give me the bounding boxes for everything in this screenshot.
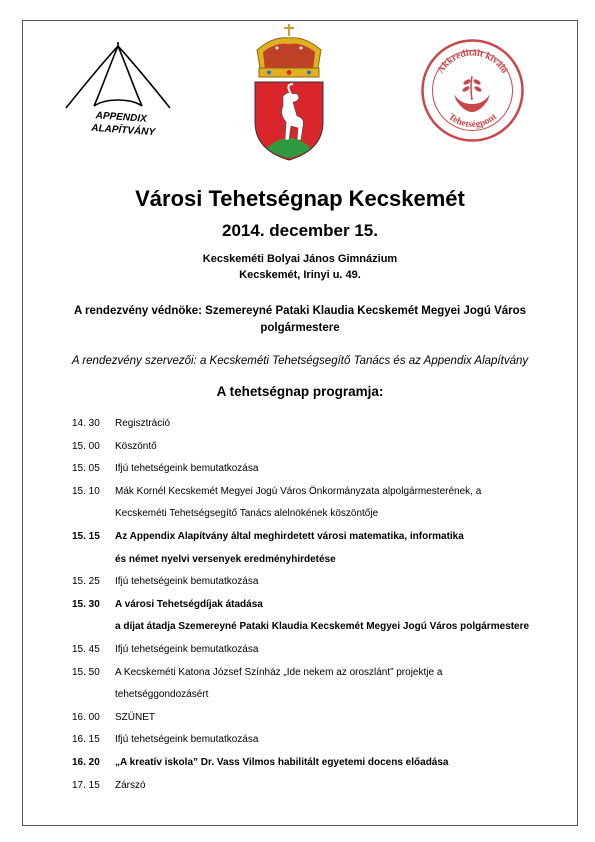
seal-top-text: Akkreditált kiváló [436, 48, 509, 76]
program-item [70, 458, 570, 481]
program-item-time: 17. 15 [72, 779, 100, 791]
program-item [70, 752, 570, 775]
svg-text:Tehetségpont [446, 112, 499, 130]
program-item [70, 549, 570, 572]
program-item-time: 15. 50 [72, 666, 100, 678]
crown-icon [257, 24, 321, 77]
venue-name: Kecskeméti Bolyai János Gimnázium [202, 253, 398, 265]
program-item [70, 775, 570, 798]
program-item-text: Ifjú tehetségeink bemutatkozása [115, 576, 259, 588]
venue-address: Kecskemét, Irinyi u. 49. [239, 269, 361, 281]
program-item-text: „A kreatív iskola” Dr. Vass Vilmos habilitált egyetemi docens előadása [115, 756, 449, 768]
program-item [70, 639, 570, 662]
program-item [70, 503, 570, 526]
program-item-text: és német nyelvi versenyek eredményhirdetése [115, 553, 336, 565]
program-item-text: Zárszó [115, 779, 146, 791]
program-item-time: 16. 15 [72, 734, 100, 746]
tehetsegpont-seal [420, 38, 525, 143]
program-item-time: 15. 45 [72, 643, 100, 655]
hands-plant-icon [454, 76, 490, 112]
program-item [70, 662, 570, 685]
program-item-text: A városi Tehetségdíjak átadása [115, 598, 263, 610]
appendix-foundation-logo [58, 38, 178, 138]
program-item-text: a díjat átadja Szemereyné Pataki Klaudia Kecskemét Megyei Jogú Város polgármestere [115, 621, 530, 633]
program-item-time: 15. 15 [72, 530, 100, 542]
program-item-time: 14. 30 [72, 418, 100, 429]
program-item-text: Ifjú tehetségeink bemutatkozása [115, 463, 259, 475]
event-patron [22, 303, 578, 337]
event-title: Városi Tehetségnap Kecskemét [135, 186, 465, 211]
svg-text:Akkreditált kiváló [436, 48, 509, 75]
seal-bottom-text: Tehetségpont [446, 112, 499, 130]
program-item-text: tehetséggondozásért [115, 689, 209, 701]
event-venue [22, 251, 578, 283]
program-item [70, 594, 570, 617]
program-item-text: Köszöntő [115, 440, 157, 452]
event-date: 2014. december 15. [222, 221, 378, 240]
program-item-time: 15. 10 [72, 485, 100, 497]
program-item [70, 729, 570, 752]
appendix-logo-line2: ALAPÍTVÁNY [90, 122, 156, 138]
program-item [70, 413, 570, 436]
program-item-text: Az Appendix Alapítvány által meghirdetett városi matematika, informatika [115, 530, 464, 542]
program-item-text: SZÜNET [115, 711, 155, 723]
program-item [70, 526, 570, 549]
program-item-text: Kecskeméti Tehetségsegítő Tanács alelnökének köszöntője [115, 508, 379, 520]
program-item-time: 15. 05 [72, 463, 100, 475]
event-organizers: A rendezvény szervezői: a Kecskeméti Tehetségsegítő Tanács és az Appendix Alapítvány [71, 355, 529, 367]
program-item-text: A Kecskeméti Katona József Színház „Ide nekem az oroszlánt” projektje a [115, 666, 443, 678]
program-item [70, 481, 570, 504]
patron-line-2: polgármestere [260, 322, 340, 334]
program-heading: A tehetségnap programja: [216, 384, 384, 399]
kecskemet-coat-of-arms [243, 22, 335, 162]
program-item-time: 15. 30 [72, 598, 100, 610]
program-item [70, 571, 570, 594]
program-item-text: Regisztráció [115, 418, 171, 429]
program-item [70, 616, 570, 639]
appendix-logo-line1: APPENDIX [95, 110, 148, 125]
program-item [70, 684, 570, 707]
program-item [70, 436, 570, 459]
program-item-time: 15. 25 [72, 576, 100, 588]
program-list [70, 413, 570, 797]
patron-line-1: A rendezvény védnöke: Szemereyné Pataki Klaudia Kecskemét Megyei Jogú Város [73, 305, 527, 317]
program-item-text: Ifjú tehetségeink bemutatkozása [115, 734, 259, 746]
program-item-time: 15. 00 [72, 440, 100, 452]
program-item-time: 16. 20 [72, 756, 100, 768]
program-item-time: 16. 00 [72, 711, 100, 723]
program-item-text: Ifjú tehetségeink bemutatkozása [115, 643, 259, 655]
program-item-text: Mák Kornél Kecskemét Megyei Jogú Város Önkormányzata alpolgármesterének, a [115, 485, 482, 497]
program-item [70, 707, 570, 730]
